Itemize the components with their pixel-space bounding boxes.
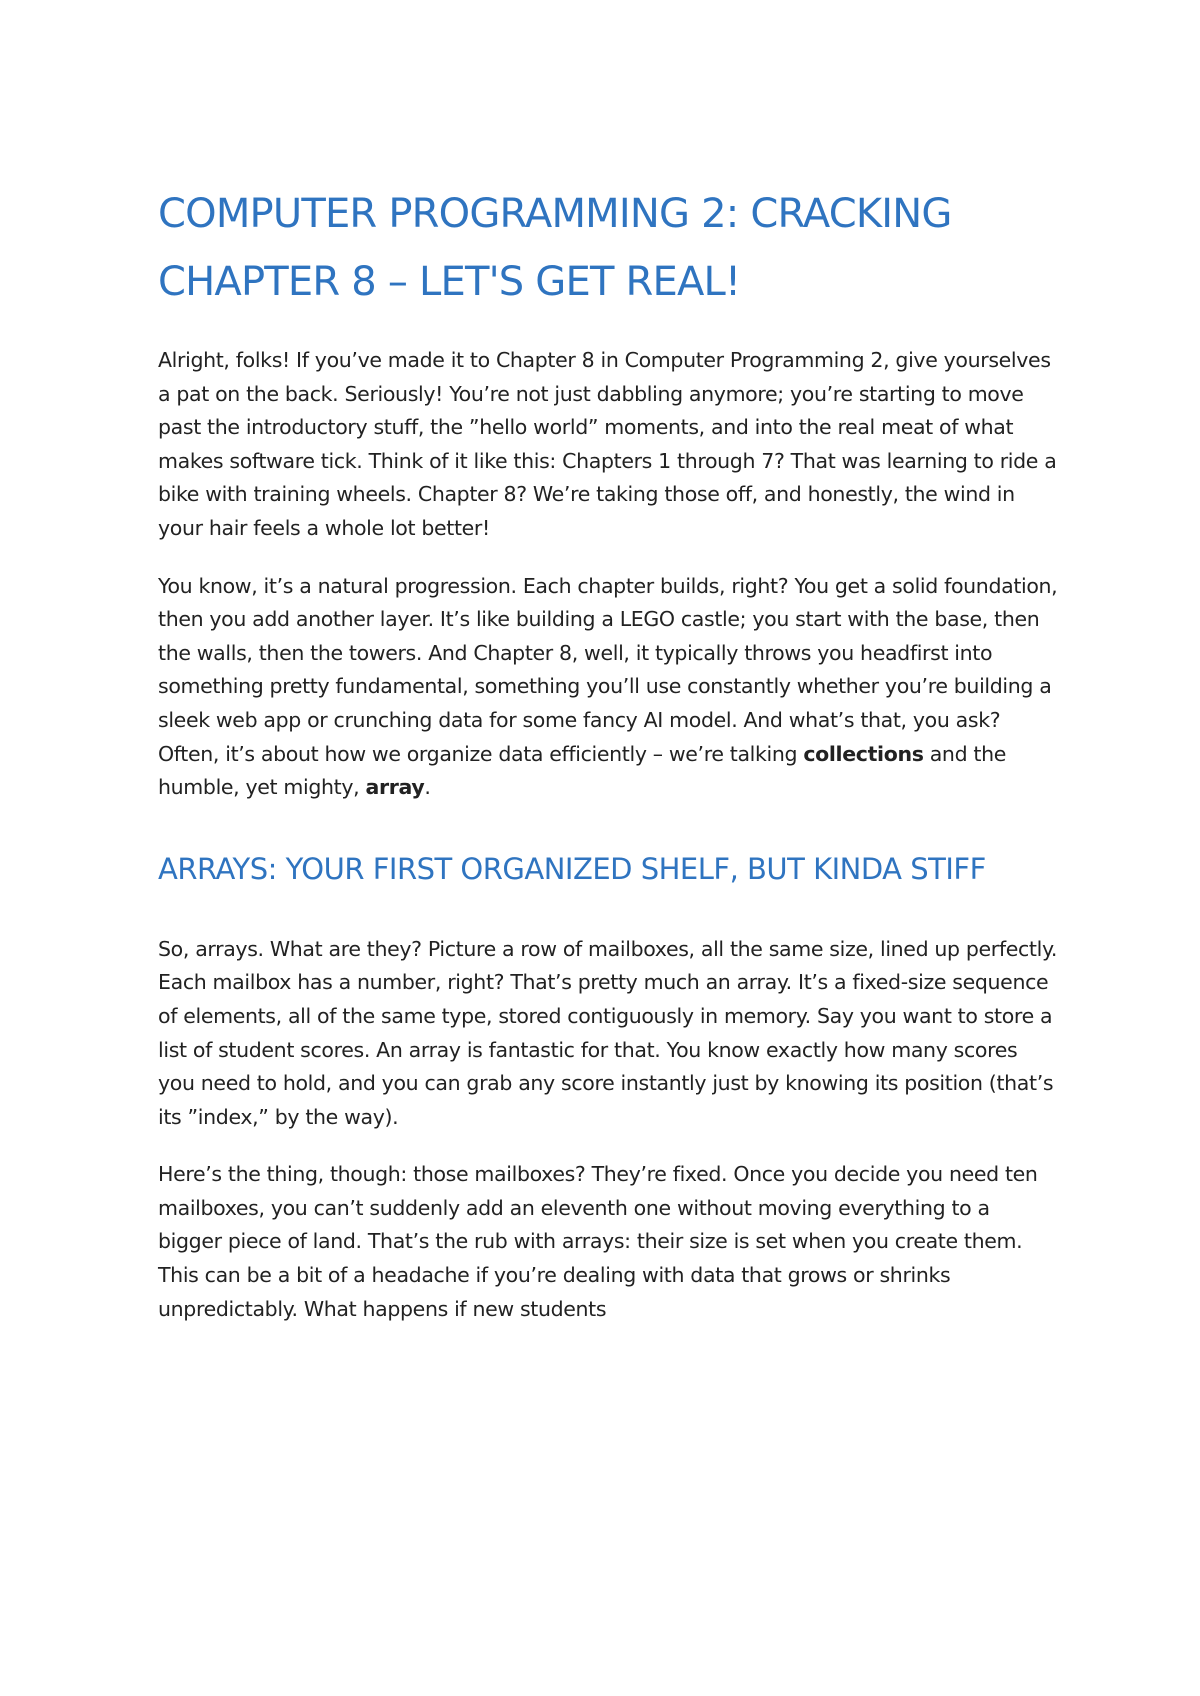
paragraph-text: You know, it’s a natural progression. Each chapter builds, right? You get a solid foundation, then you add another layer. It’s like building a LEGO castle; you start with the base, then the walls, then the towers. And Chapter 8, well, it typically throws you headfirst into something pretty fundamental, something you’ll use constantly whether you’re building a sleek web app or crunching data for some fancy AI model. And what’s that, you ask? Often, it’s about how we organize data efficiently – we’re talking — [158, 573, 1058, 766]
document-title: COMPUTER PROGRAMMING 2: CRACKING CHAPTER 8 – LET'S GET REAL! — [158, 191, 952, 305]
bold-term-collections: collections — [803, 741, 924, 766]
section-paragraph-1: So, arrays. What are they? Picture a row of mailboxes, all the same size, lined up perfectly. Each mailbox has a number, right? That’s pretty much an array. It’s a fixed-size sequence of elements, all of the same type, stored contiguously in memory. Say you want to store a list of student scores. An array is fantastic for that. You know exactly how many scores you need to hold, and you can grab any score instantly just by knowing its position (that’s its ”index,” by the way). — [158, 936, 1057, 1129]
intro-paragraph-2 — [158, 570, 1058, 805]
bold-term-array: array — [365, 775, 425, 800]
intro-paragraph-1: Alright, folks! If you’ve made it to Chapter 8 in Computer Programming 2, give yourselves a pat on the back. Seriously! You’re not just dabbling anymore; you’re starting to move past the introductory stuff, the ”hello world” moments, and into the real meat of what makes software tick. Think of it like this: Chapters 1 through 7? That was learning to ride a bike with training wheels. Chapter 8? We’re taking those off, and honestly, the wind in your hair feels a whole lot better! — [158, 348, 1057, 540]
document-page — [158, 180, 1058, 1326]
section-heading-arrays: ARRAYS: YOUR FIRST ORGANIZED SHELF, BUT KINDA STIFF — [158, 851, 986, 886]
paragraph-text: . — [424, 775, 431, 800]
section-paragraph-2: Here’s the thing, though: those mailboxes? They’re fixed. Once you decide you need ten mailboxes, you can’t suddenly add an eleventh one without moving everything to a bigger piece of land. That’s the rub with arrays: their size is set when you create them. This can be a bit of a headache if you’re dealing with data that grows or shrinks unpredictably. What happens if new students — [158, 1162, 1038, 1321]
paragraph-text: and the humble, yet mighty, — [158, 741, 1006, 800]
